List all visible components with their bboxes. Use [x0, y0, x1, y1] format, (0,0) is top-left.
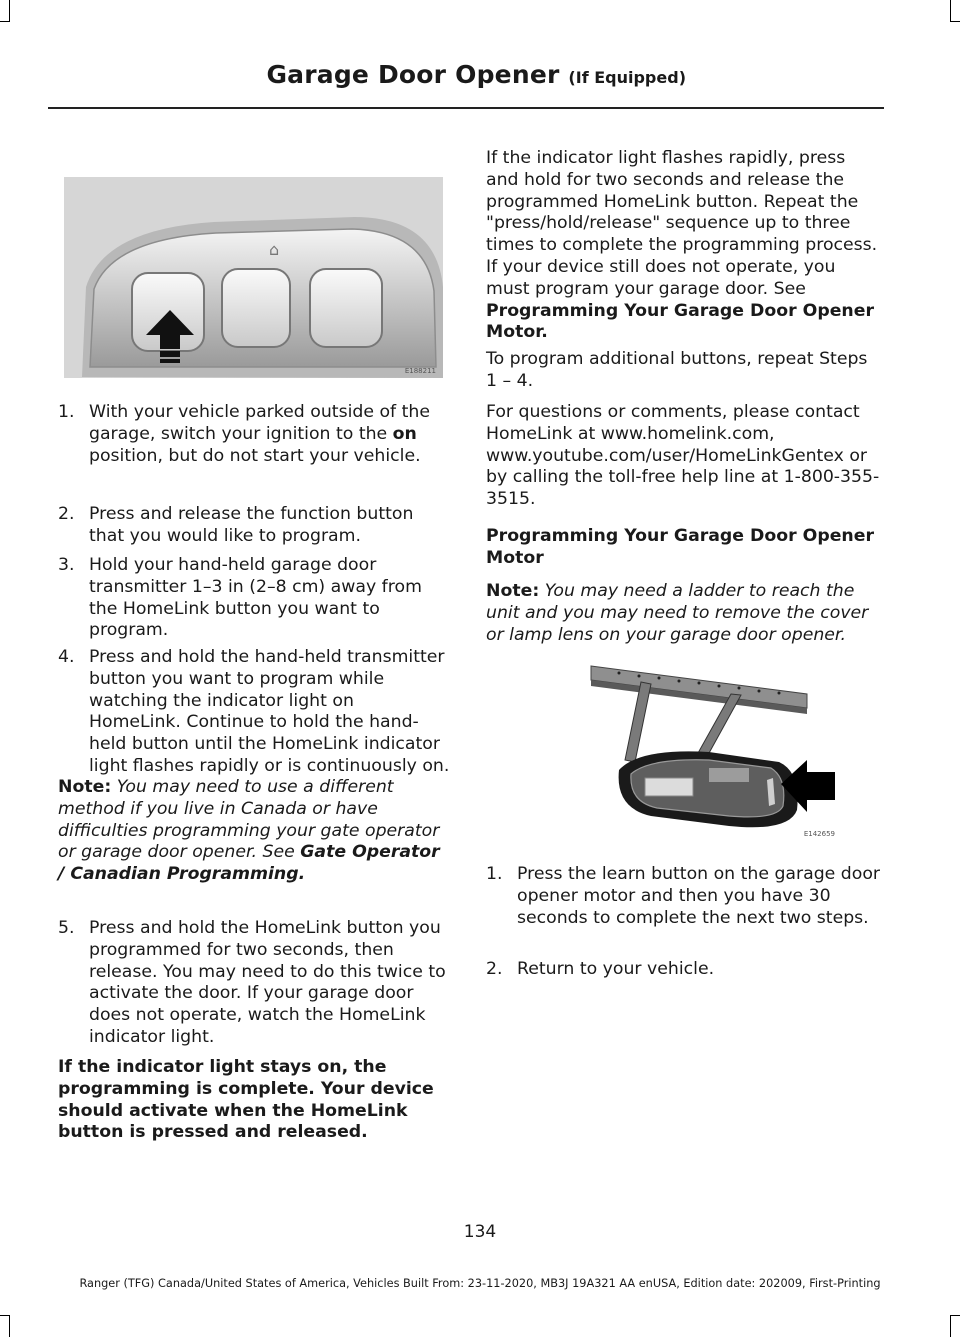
note-label: Note:	[486, 581, 540, 601]
cross-reference-link[interactable]: Programming Your Garage Door Opener Motor.	[486, 300, 874, 343]
step-number: 4.	[58, 647, 75, 667]
page-title-suffix: (If Equipped)	[568, 68, 686, 87]
crop-mark	[0, 21, 10, 22]
page-number: 134	[463, 1222, 497, 1242]
step-number: 3.	[58, 555, 75, 575]
homelink-buttons-illustration	[64, 177, 443, 378]
note-text: You may need a ladder to reach the unit and you may need to remove the cover or lamp lens on your garage door opener.	[486, 581, 869, 645]
step-2	[58, 504, 450, 548]
step-text: Hold your hand-held garage door transmitter 1–3 in (2–8 cm) away from the HomeLink button you want to program.	[89, 555, 422, 641]
edition-footer: Ranger (TFG) Canada/United States of America, Vehicles Built From: 23-11-2020, MB3J 19A321 AA enUSA, Edition date: 202009, First-Printing	[79, 1277, 881, 1290]
step-number: 1.	[486, 864, 503, 884]
motor-step-1	[486, 864, 882, 929]
crop-mark	[950, 1315, 951, 1337]
step-text: Press and hold the HomeLink button you programmed for two seconds, then release. You may need to do this twice to activate the door. If your garage door does not operate, watch the HomeLink indicator light.	[89, 918, 446, 1047]
step-emphasis: on	[392, 423, 417, 444]
step-4	[58, 647, 450, 778]
completion-paragraph: If the indicator light stays on, the programming is complete. Your device should activate when the HomeLink button is pressed and released.	[58, 1057, 434, 1143]
section-heading: Programming Your Garage Door Opener Motor	[486, 526, 874, 568]
step-text: Press and release the function button that you would like to program.	[89, 504, 414, 546]
motor-step-2	[486, 959, 882, 981]
paragraph-flashing	[486, 148, 882, 344]
figure-code: E188211	[404, 367, 436, 375]
svg-text:⌂: ⌂	[269, 240, 280, 259]
note-text: You may need to use a different method if you live in Canada or have difficulties programming your gate operator or garage door opener. See	[58, 777, 440, 863]
homelink-buttons-figure	[64, 177, 443, 378]
step-text: With your vehicle parked outside of the garage, switch your ignition to the	[89, 402, 430, 444]
step-text: Press and hold the hand-held transmitter button you want to program while watching the indicator light on HomeLink. Continue to hold the hand-held button until the HomeLink indicator light flashes rapidly or is continuously on.	[89, 647, 450, 776]
step-3	[58, 555, 450, 642]
step-number: 2.	[486, 959, 503, 979]
page-title-main: Garage Door Opener	[266, 60, 560, 89]
crop-mark	[950, 1315, 960, 1316]
step-number: 5.	[58, 918, 75, 938]
garage-opener-motor-figure	[579, 660, 839, 840]
page-title	[266, 60, 686, 89]
step-1	[58, 402, 450, 467]
header-rule	[48, 107, 884, 109]
crop-mark	[0, 1315, 10, 1316]
step-text: Return to your vehicle.	[517, 959, 715, 979]
garage-opener-motor-illustration	[579, 660, 839, 840]
step-number: 1.	[58, 402, 75, 422]
step-text: position, but do not start your vehicle.	[89, 445, 421, 466]
crop-mark	[9, 1315, 10, 1337]
step-text: Press the learn button on the garage door opener motor and then you have 30 seconds to complete the next two steps.	[517, 864, 881, 928]
paragraph-additional: To program additional buttons, repeat Steps 1 – 4.	[486, 349, 868, 391]
figure-code: E142659	[803, 830, 835, 838]
crop-mark	[950, 0, 951, 22]
step-5	[58, 918, 450, 1049]
note	[58, 777, 450, 886]
note-link[interactable]: Gate Operator / Canadian Programming.	[58, 842, 440, 885]
crop-mark	[9, 0, 10, 22]
note	[486, 581, 882, 646]
crop-mark	[950, 21, 960, 22]
note-label: Note:	[58, 777, 112, 797]
paragraph-contact: For questions or comments, please contact HomeLink at www.homelink.com, www.youtube.com/user/HomeLinkGentex or by calling the toll-free help line at 1-800-355-3515.	[486, 402, 880, 510]
step-number: 2.	[58, 504, 75, 524]
paragraph-text: If the indicator light flashes rapidly, press and hold for two seconds and release the programmed HomeLink button. Repeat the "press/hold/release" sequence up to three times to complete the programming process. If your device still does not operate, you must program your garage door. See	[486, 148, 878, 299]
